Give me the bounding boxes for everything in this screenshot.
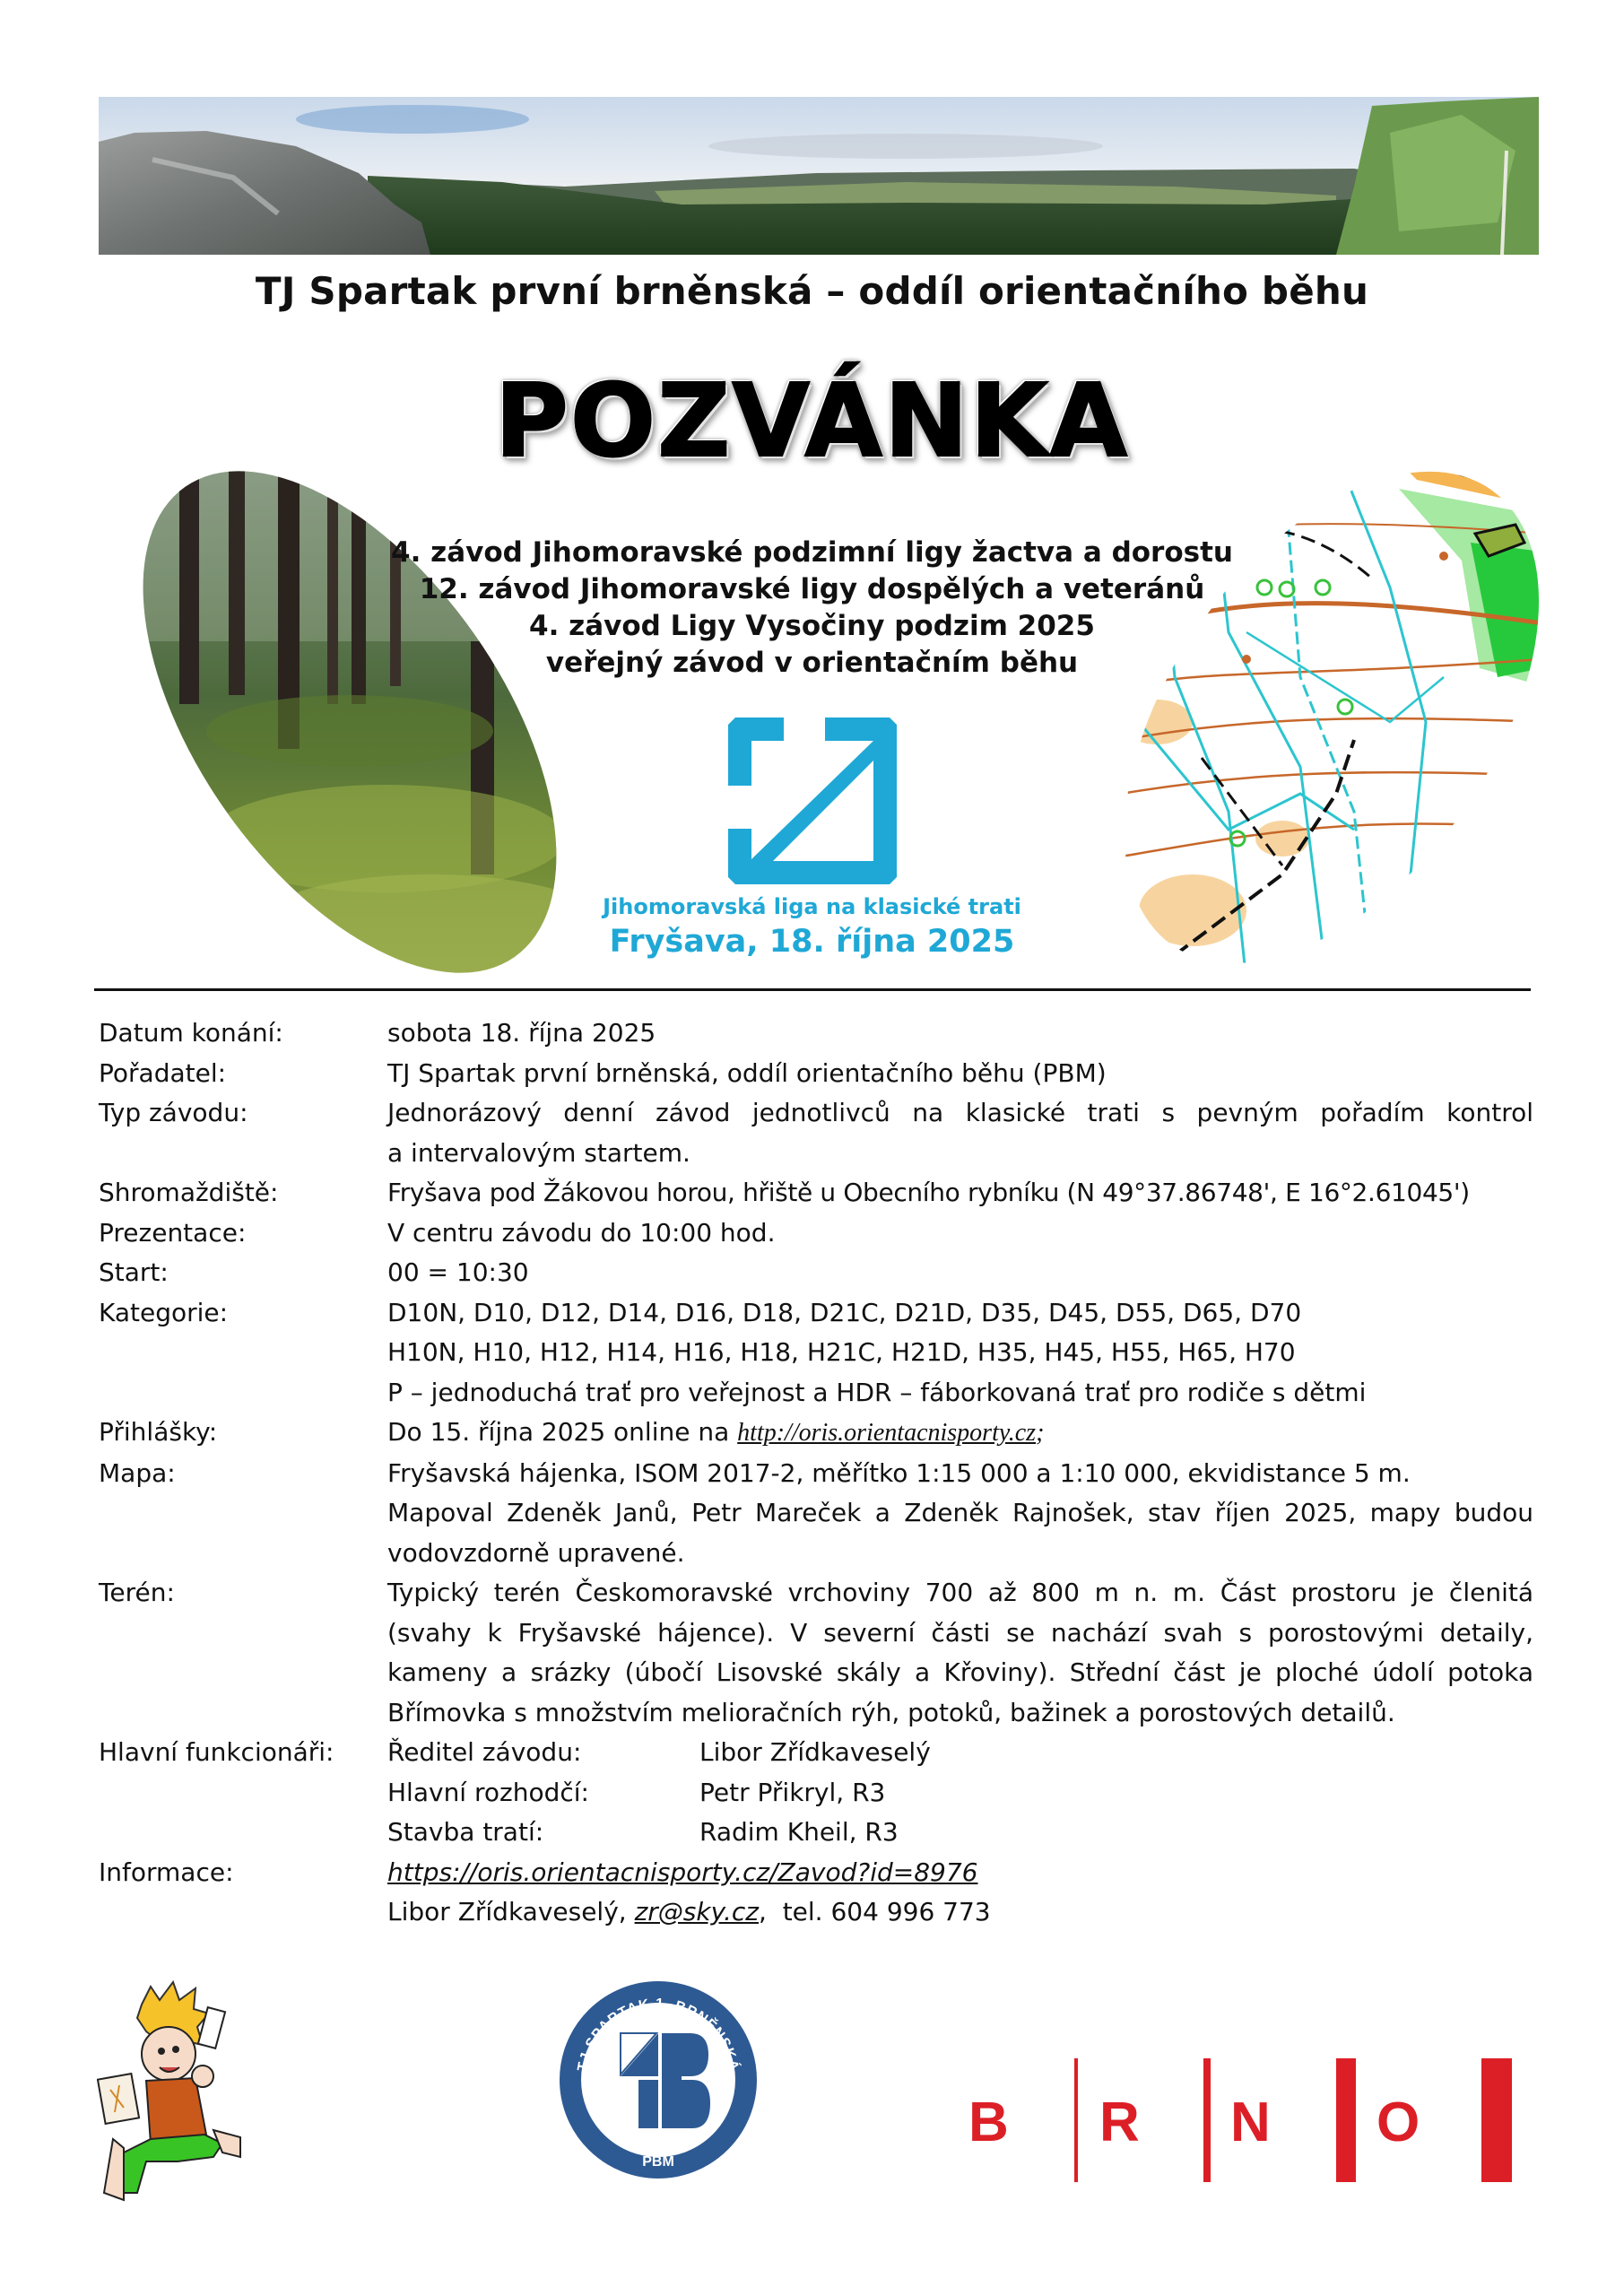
brno-letter: B xyxy=(968,2092,1009,2153)
contact-phone: , tel. 604 996 773 xyxy=(759,1897,991,1926)
info-value: 00 = 10:30 xyxy=(387,1257,529,1287)
info-value xyxy=(387,1853,1533,1933)
info-row-information xyxy=(99,1853,1533,1933)
pbm-ring-text: TJ SPARTAK 1. BRNĚNSKÁ xyxy=(575,1996,742,2073)
info-row-officials xyxy=(99,1733,1533,1853)
info-row-organizer xyxy=(99,1054,1533,1094)
banner-landscape-photo xyxy=(99,97,1539,255)
info-label: Přihlášky: xyxy=(99,1417,218,1447)
info-row-race-type xyxy=(99,1093,1533,1173)
entries-deadline: Do 15. října 2025 online na xyxy=(387,1417,738,1447)
info-row-assembly xyxy=(99,1173,1533,1213)
race-line-adult-league: 12. závod Jihomoravské ligy dospělých a veteránů xyxy=(419,573,1205,605)
race-line-junior-league: 4. závod Jihomoravské podzimní ligy žactva a dorostu xyxy=(391,536,1233,569)
info-value-line: Mapoval Zdeněk Janů, Petr Mareček a Zdeněk Rajnošek, stav říjen 2025, mapy budou xyxy=(387,1498,1533,1527)
categories-men: H10N, H10, H12, H14, H16, H18, H21C, H21D, H35, H45, H55, H65, H70 xyxy=(387,1337,1296,1367)
race-line-vysocina-league: 4. závod Ligy Vysočiny podzim 2025 xyxy=(529,610,1095,642)
info-value-line: Jednorázový denní závod jednotlivců na klasické trati s pevným pořadím kontrol xyxy=(387,1098,1533,1127)
info-label: Prezentace: xyxy=(99,1217,247,1248)
entries-suffix: ; xyxy=(1036,1419,1045,1447)
official-row xyxy=(387,1813,1533,1853)
official-row xyxy=(387,1773,1533,1813)
race-series-list xyxy=(0,535,1624,682)
info-value xyxy=(387,1293,1533,1413)
info-label: Shromaždiště: xyxy=(99,1178,279,1207)
invitation-heading-text: POZVÁNKA xyxy=(494,363,1130,480)
info-value xyxy=(387,1573,1533,1733)
info-value-line: Břímovka s množstvím melioračních rýh, potoků, bažinek a porostových detailů. xyxy=(387,1697,1395,1727)
official-name: Libor Zřídkaveselý xyxy=(699,1737,931,1767)
info-row-terrain xyxy=(99,1573,1533,1733)
info-value xyxy=(387,1413,1533,1454)
info-label: Mapa: xyxy=(99,1457,176,1488)
info-value: TJ Spartak první brněnská, oddíl orientačního běhu (PBM) xyxy=(387,1057,1107,1088)
info-value xyxy=(387,1093,1533,1173)
info-label: Terén: xyxy=(99,1578,175,1607)
brno-letter: O xyxy=(1376,2092,1420,2153)
official-role: Ředitel závodu: xyxy=(387,1737,582,1767)
info-value: V centru závodu do 10:00 hod. xyxy=(387,1217,776,1248)
league-logo-icon xyxy=(725,714,900,886)
info-label: Hlavní funkcionáři: xyxy=(99,1737,334,1767)
brno-letter: R xyxy=(1099,2092,1140,2153)
info-value-line: kameny a srázky (úbočí Lisovské skály a Křoviny). Střední část je ploché údolí potoka xyxy=(387,1657,1533,1687)
info-value-line: a intervalovým startem. xyxy=(387,1137,690,1168)
contact-email-link[interactable]: zr@sky.cz xyxy=(634,1897,759,1926)
info-value-line: (svahy k Fryšavské hájence). V severní části se nachází svah s porostovými detaily, xyxy=(387,1617,1533,1648)
info-value xyxy=(387,1454,1533,1574)
info-value: sobota 18. října 2025 xyxy=(387,1018,656,1048)
pbm-bottom-text: PBM xyxy=(642,2154,674,2170)
official-name: Radim Kheil, R3 xyxy=(699,1817,899,1847)
info-label: Typ závodu: xyxy=(99,1098,248,1127)
info-row-categories xyxy=(99,1293,1533,1413)
race-line-public-race: veřejný závod v orientačním běhu xyxy=(545,647,1079,679)
info-value-line: Typický terén Českomoravské vrchoviny 700 až 800 m n. m. Část prostoru je členitá xyxy=(387,1578,1533,1607)
brno-city-logo-icon xyxy=(960,2049,1515,2184)
oris-link[interactable]: http://oris.orientacnisporty.cz xyxy=(737,1419,1037,1447)
event-date-location: Fryšava, 18. října 2025 xyxy=(609,924,1015,960)
pbm-club-logo-icon xyxy=(556,1978,760,2182)
official-row xyxy=(387,1733,1533,1773)
club-title: TJ Spartak první brněnská – oddíl orientačního běhu xyxy=(255,269,1369,313)
categories-public: P – jednoduchá trať pro veřejnost a HDR – fáborkovaná trať pro rodiče s dětmi xyxy=(387,1377,1367,1407)
official-role: Stavba tratí: xyxy=(387,1817,544,1847)
info-label: Datum konání: xyxy=(99,1018,283,1048)
contact-name: Libor Zřídkaveselý, xyxy=(387,1897,635,1926)
info-label: Start: xyxy=(99,1257,169,1287)
info-label: Informace: xyxy=(99,1857,234,1887)
event-detail-link[interactable]: https://oris.orientacnisporty.cz/Zavod?id=8976 xyxy=(387,1857,978,1887)
info-value xyxy=(387,1733,1533,1853)
info-row-registration-desk xyxy=(99,1213,1533,1254)
info-label: Pořadatel: xyxy=(99,1057,227,1088)
info-value-line: vodovzdorně upravené. xyxy=(387,1537,685,1568)
info-row-entries xyxy=(99,1413,1533,1454)
info-row-date xyxy=(99,1013,1533,1054)
info-value-line: Fryšavská hájenka, ISOM 2017-2, měřítko 1:15 000 a 1:10 000, ekvidistance 5 m. xyxy=(387,1457,1411,1488)
categories-women: D10N, D10, D12, D14, D16, D18, D21C, D21D, D35, D45, D55, D65, D70 xyxy=(387,1297,1302,1327)
info-label: Kategorie: xyxy=(99,1297,229,1327)
section-divider xyxy=(94,988,1531,991)
info-row-map xyxy=(99,1454,1533,1574)
event-info-table xyxy=(99,1013,1533,1933)
info-value: Fryšava pod Žákovou horou, hřiště u Obecního rybníku (N 49°37.86748', E 16°2.61045') xyxy=(387,1178,1470,1207)
league-subtitle: Jihomoravská liga na klasické trati xyxy=(603,894,1021,919)
info-row-start xyxy=(99,1253,1533,1293)
official-role: Hlavní rozhodčí: xyxy=(387,1777,589,1807)
mascot-running-boy-icon xyxy=(97,1978,249,2206)
brno-letter: N xyxy=(1230,2092,1271,2153)
official-name: Petr Přikryl, R3 xyxy=(699,1777,886,1807)
